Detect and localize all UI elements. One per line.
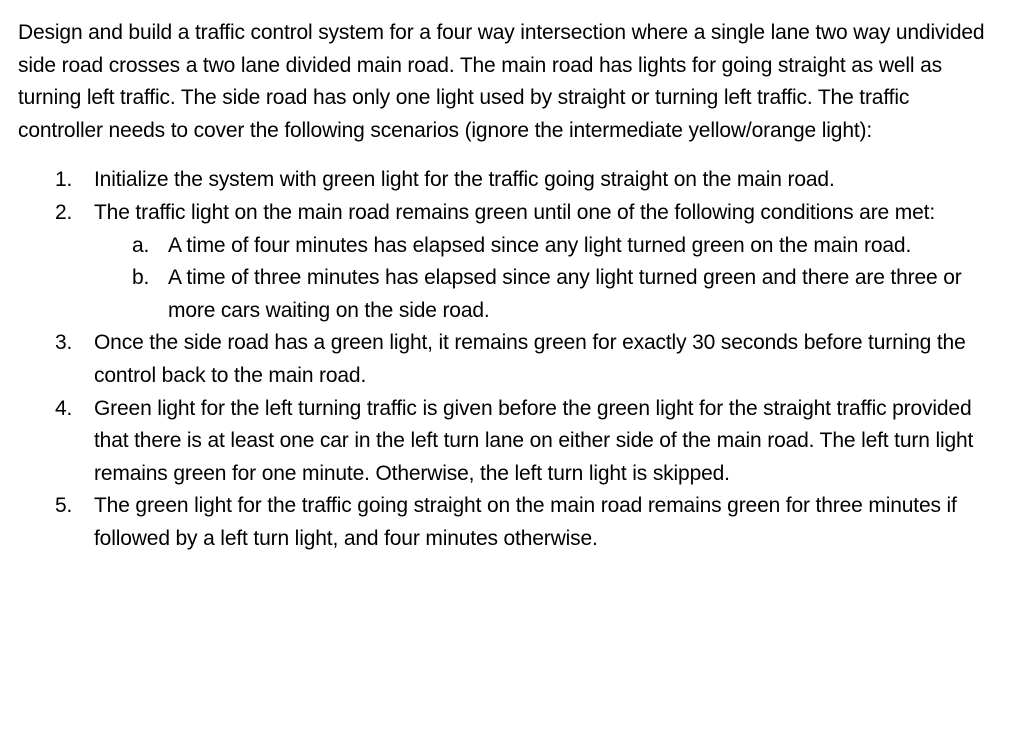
list-number: 1. xyxy=(55,168,73,192)
list-item xyxy=(18,393,998,491)
list-item xyxy=(18,164,998,197)
list-number: 4. xyxy=(55,396,73,420)
list-item-text: Once the side road has a green light, it remains green for exactly 30 seconds before turning the control back to the main road. xyxy=(94,331,966,387)
list-item xyxy=(18,327,998,392)
scenario-list xyxy=(18,164,998,555)
list-item xyxy=(18,197,998,327)
condition-sublist xyxy=(94,230,998,328)
sublist-item xyxy=(94,230,998,263)
list-item xyxy=(18,490,998,555)
sublist-item-text: A time of three minutes has elapsed since any light turned green and there are three or more cars waiting on the side road. xyxy=(168,266,962,322)
sublist-item-text: A time of four minutes has elapsed since any light turned green on the main road. xyxy=(168,233,912,257)
list-number: 3. xyxy=(55,331,73,355)
document-page xyxy=(18,17,998,556)
list-item-text: Green light for the left turning traffic is given before the green light for the straight traffic provided that there is at least one car in the left turn lane on either side of the main road. The left turn light remains green for one minute. Otherwise, the left turn light is skipped. xyxy=(94,396,974,485)
list-item-text: Initialize the system with green light for the traffic going straight on the main road. xyxy=(94,168,835,192)
sublist-item xyxy=(94,262,998,327)
list-number: 2. xyxy=(55,200,73,224)
intro-paragraph: Design and build a traffic control system for a four way intersection where a single lane two way undivided side road crosses a two lane divided main road. The main road has lights for going straight as well as turning left traffic. The side road has only one light used by straight or turning left traffic. The traffic controller needs to cover the following scenarios (ignore the intermediate yellow/orange light): xyxy=(18,21,985,142)
sublist-letter: b. xyxy=(132,266,150,290)
list-item-text: The traffic light on the main road remains green until one of the following conditions are met: xyxy=(94,200,936,224)
list-number: 5. xyxy=(55,494,73,518)
list-item-text: The green light for the traffic going straight on the main road remains green for three minutes if followed by a left turn light, and four minutes otherwise. xyxy=(94,494,957,550)
sublist-letter: a. xyxy=(132,233,150,257)
